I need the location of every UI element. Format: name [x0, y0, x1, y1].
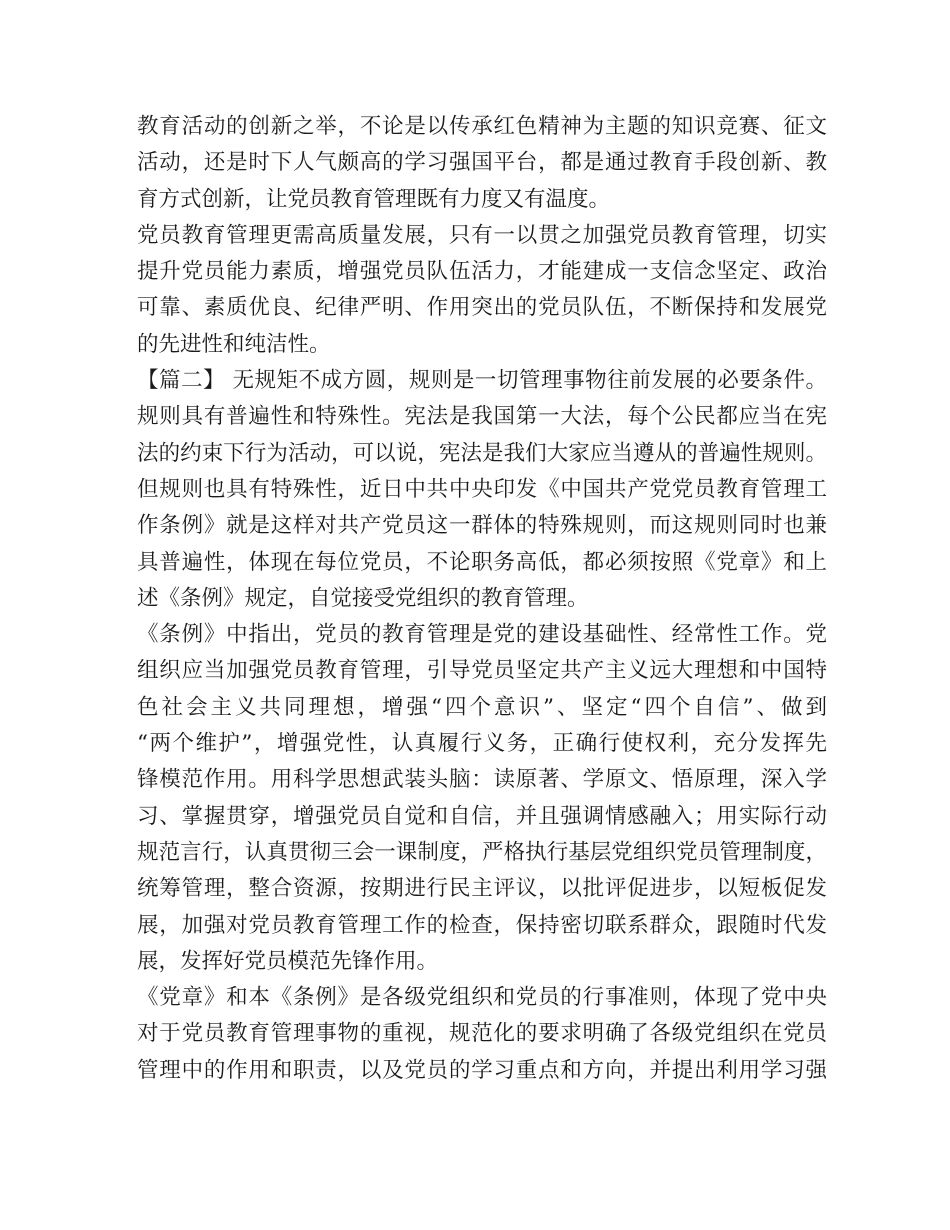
- paragraph-4: [137, 617, 827, 980]
- text-line: 统筹管理，整合资源，按期进行民主评议，以批评促进步，以短板促发: [137, 876, 827, 902]
- text-line: 教育活动的创新之举，不论是以传承红色精神为主题的知识竞赛、征文: [137, 114, 827, 139]
- text-line: 锋模范作用。用科学思想武装头脑：读原著、学原文、悟原理，深入学: [137, 767, 827, 793]
- paragraph-3-section-heading: [137, 363, 827, 617]
- text-line: 《条例》中指出，党员的教育管理是党的建设基础性、经常性工作。党: [137, 622, 827, 648]
- text-line: 管理中的作用和职责，以及党员的学习重点和方向，并提出利用学习强: [137, 1057, 827, 1083]
- text-line: 的先进性和纯洁性。: [137, 331, 331, 357]
- text-line: 规则具有普遍性和特殊性。宪法是我国第一大法，每个公民都应当在宪: [137, 404, 827, 430]
- document-body: [137, 109, 827, 1089]
- text-line: 育方式创新，让党员教育管理既有力度又有温度。: [137, 186, 611, 212]
- text-line: 展，加强对党员教育管理工作的检查，保持密切联系群众，跟随时代发: [137, 912, 827, 938]
- text-line: “两个维护”，增强党性，认真履行义务，正确行使权利，充分发挥先: [137, 731, 827, 757]
- text-line: 习、掌握贯穿，增强党员自觉和自信，并且强调情感融入；用实际行动: [137, 803, 827, 829]
- text-line: 可靠、素质优良、纪律严明、作用突出的党员队伍，不断保持和发展党: [137, 295, 827, 321]
- text-line: 党员教育管理更需高质量发展，只有一以贯之加强党员教育管理，切实: [137, 222, 827, 248]
- text-line: 组织应当加强党员教育管理，引导党员坚定共产主义远大理想和中国特: [137, 658, 827, 684]
- text-line: 具普遍性，体现在每位党员，不论职务高低，都必须按照《党章》和上: [137, 549, 827, 575]
- text-line: 述《条例》规定，自觉接受党组织的教育管理。: [137, 585, 589, 611]
- text-line: 提升党员能力素质，增强党员队伍活力，才能建成一支信念坚定、政治: [137, 259, 827, 285]
- text-line: 活动，还是时下人气颇高的学习强国平台，都是通过教育手段创新、教: [137, 150, 827, 176]
- text-line: 《党章》和本《条例》是各级党组织和党员的行事准则，体现了党中央: [137, 985, 827, 1011]
- text-line: 但规则也具有特殊性，近日中共中央印发《中国共产党党员教育管理工: [137, 476, 827, 502]
- text-line: 法的约束下行为活动，可以说，宪法是我们大家应当遵从的普遍性规则。: [137, 440, 827, 466]
- text-line: 对于党员教育管理事物的重视，规范化的要求明确了各级党组织在党员: [137, 1021, 827, 1047]
- text-line: 规范言行，认真贯彻三会一课制度，严格执行基层党组织党员管理制度，: [137, 839, 827, 865]
- paragraph-2: [137, 218, 827, 363]
- text-line: 【篇二】 无规矩不成方圆，规则是一切管理事物往前发展的必要条件。: [137, 368, 827, 394]
- paragraph-1: [137, 109, 827, 218]
- paragraph-5: [137, 980, 827, 1089]
- text-line: 色社会主义共同理想，增强“四个意识”、坚定“四个自信”、做到: [137, 694, 827, 720]
- text-line: 展，发挥好党员模范先锋作用。: [137, 948, 439, 974]
- text-line: 作条例》就是这样对共产党员这一群体的特殊规则，而这规则同时也兼: [137, 513, 827, 539]
